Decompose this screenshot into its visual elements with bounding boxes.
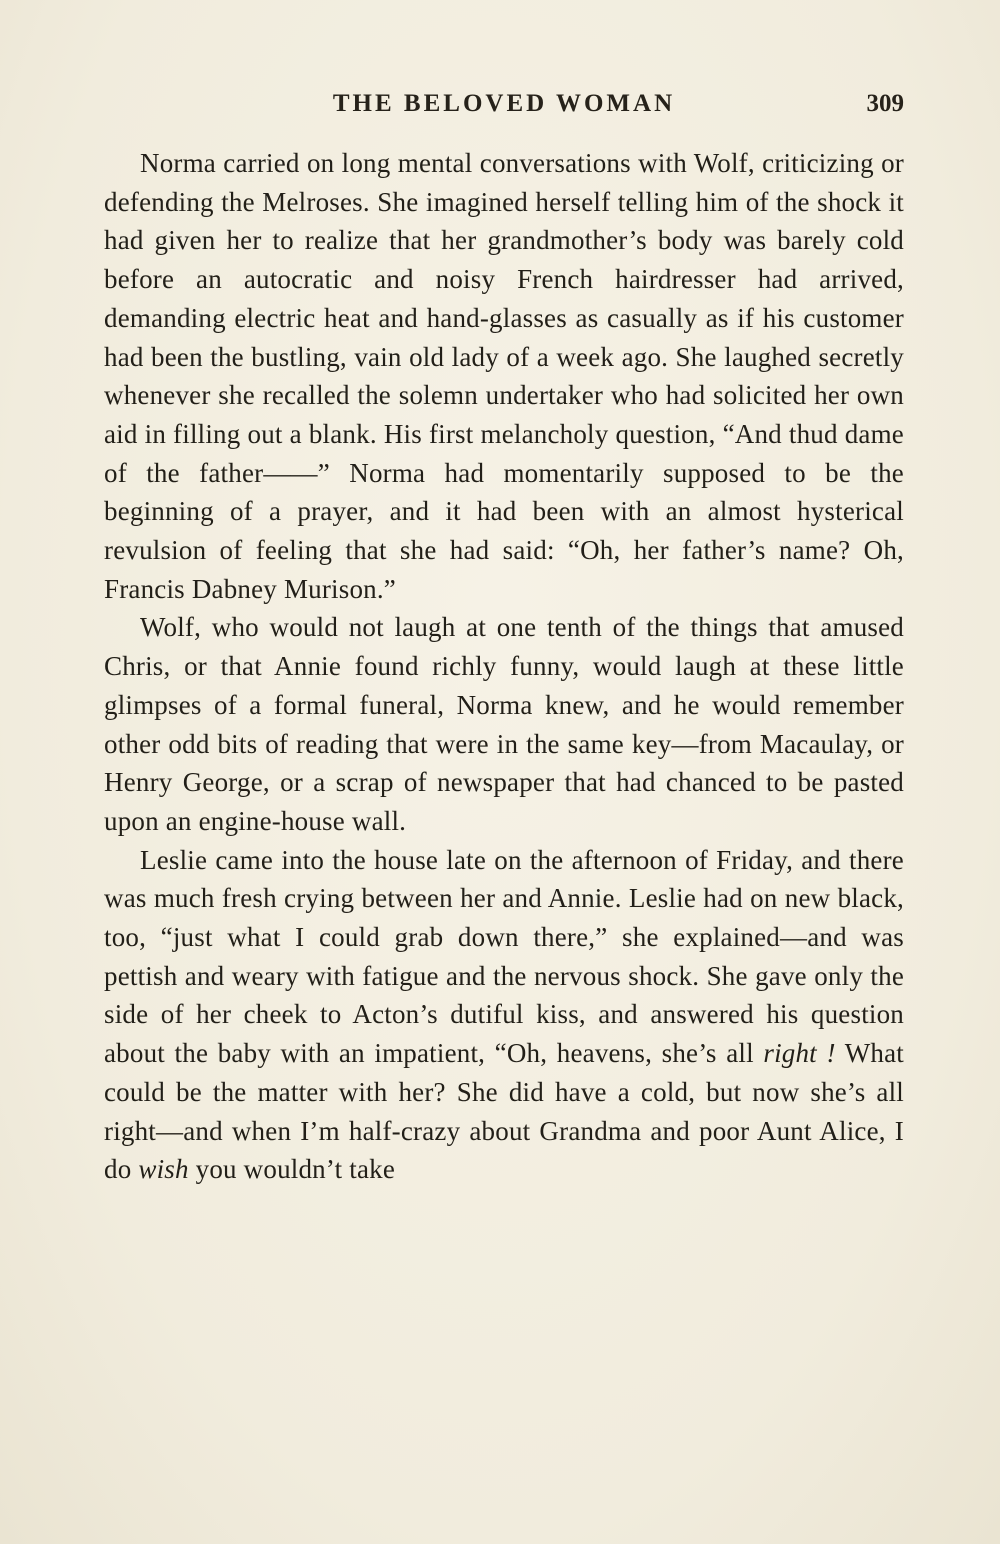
text-run: Leslie came into the house late on the afternoon of Friday, and there was much fresh crying between her and Annie. Leslie had on new black, too, “just what I could grab down there,” she explained—and was pettish and weary with fatigue and the nervous shock. She gave only the side of her cheek to Acton’s dutiful kiss, and answered his question about the baby with an impatient, “Oh, heavens, she’s all [104, 844, 904, 1069]
page-number: 309 [866, 90, 904, 117]
text-run: you wouldn’t take [188, 1154, 396, 1185]
text-run: What could be the matter with her? She did have a cold, but now she’s all right—and when I’m half-crazy about Grandma and poor Aunt Alice, I do [104, 1038, 905, 1185]
italic-text-run: right ! [763, 1038, 836, 1069]
paragraph [104, 608, 904, 840]
page-body [104, 144, 904, 1189]
text-run: Wolf, who would not laugh at one tenth of the things that amused Chris, or that Annie found richly funny, would laugh at these little glimpses of a formal funeral, Norma knew, and he would remember other odd bits of reading that were in the same key—from Macaulay, or Henry George, or a scrap of newspaper that had chanced to be pasted upon an engine-house wall. [104, 612, 904, 836]
italic-text-run: wish [138, 1154, 189, 1185]
text-run: Norma carried on long mental conversations with Wolf, criticizing or defending the Melroses. She imagined herself telling him of the shock it had given her to realize that her grandmother’s body was barely cold before an autocratic and noisy French hairdresser had arrived, demanding electric heat and hand-glasses as casually as if his customer had been the bustling, vain old lady of a week ago. She laughed secretly whenever she recalled the solemn undertaker who had solicited her own aid in filling out a blank. His first melancholy question, “And thud dame of the father——” Norma had momentarily supposed to be the beginning of a prayer, and it had been with an almost hysterical revulsion of feeling that she had said: “Oh, her father’s name? Oh, Francis Dabney Murison.” [104, 148, 904, 604]
paragraph [104, 144, 904, 608]
page-header [104, 90, 904, 124]
running-title: THE BELOVED WOMAN [332, 90, 676, 117]
paragraph [104, 841, 904, 1189]
